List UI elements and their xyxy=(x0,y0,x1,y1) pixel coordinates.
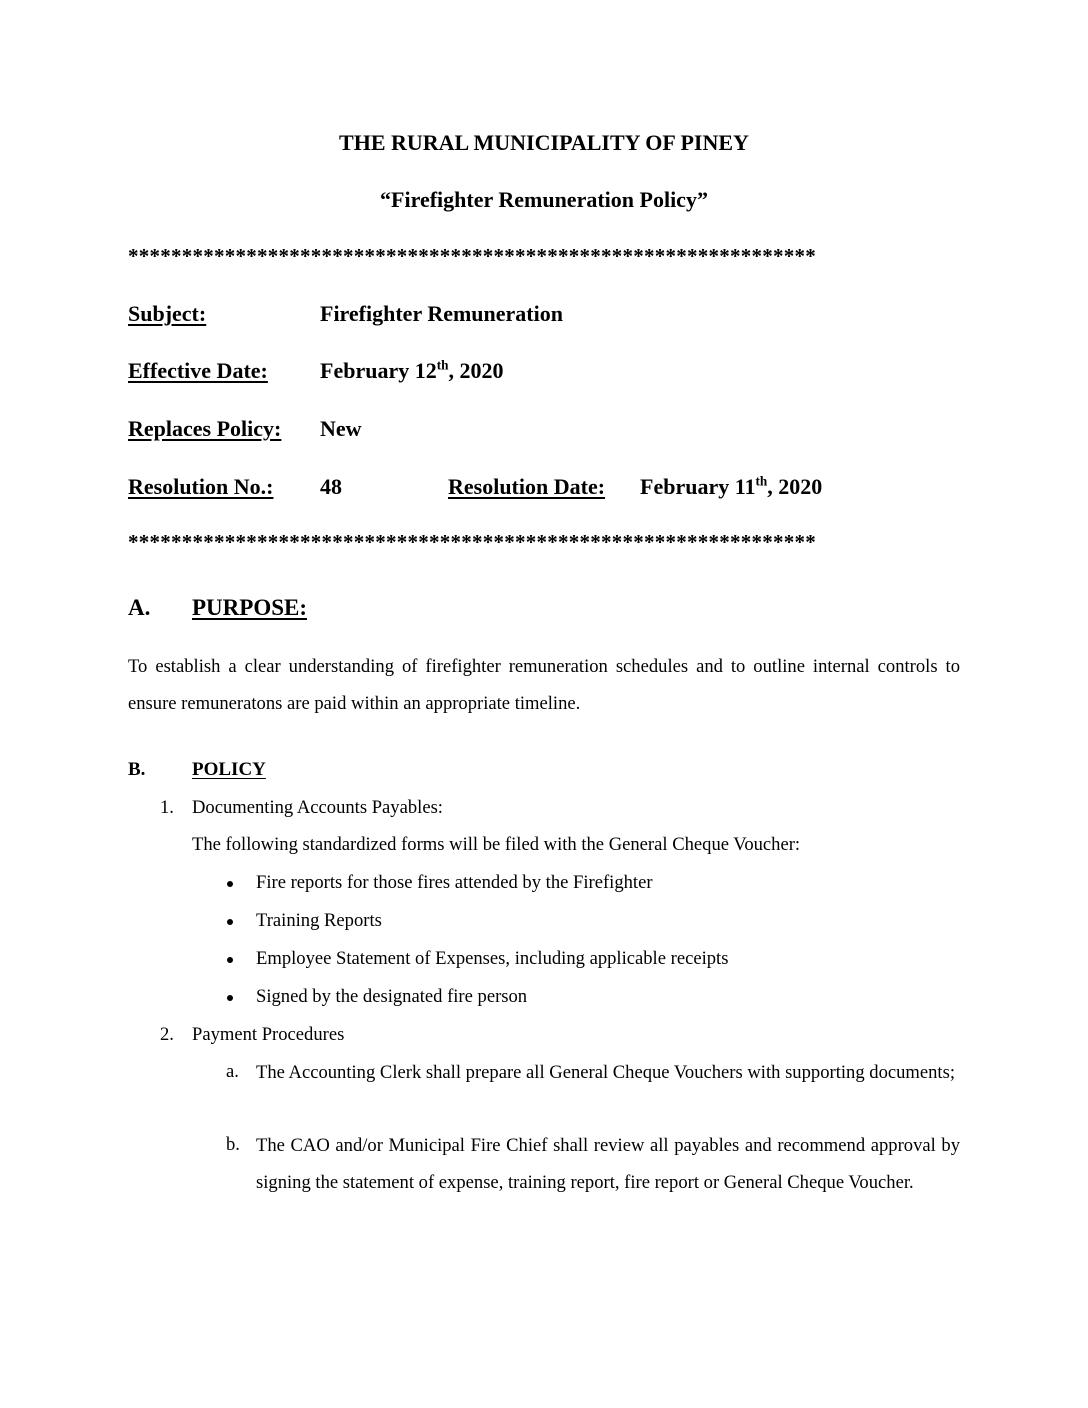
resolution-date-year: , 2020 xyxy=(767,474,823,499)
section-a-heading: PURPOSE: xyxy=(192,595,307,620)
divider-top: **************************************************************** xyxy=(128,244,816,268)
section-b-letter: B. xyxy=(128,759,146,780)
list-item: Fire reports for those fires attended by the Firefighter xyxy=(256,872,653,893)
policy-title: “Firefighter Remuneration Policy” xyxy=(380,187,708,212)
item-1-title: Documenting Accounts Payables: xyxy=(192,797,443,818)
item-2-number: 2. xyxy=(160,1024,174,1045)
item-2-title: Payment Procedures xyxy=(192,1024,345,1045)
section-b-heading: POLICY xyxy=(192,759,266,780)
subject-label: Subject: xyxy=(128,301,207,326)
subitem-a-text: The Accounting Clerk shall prepare all General Cheque Vouchers with supporting documents; xyxy=(256,1062,955,1083)
bullet-icon xyxy=(227,957,233,963)
effective-date-suffix: th xyxy=(436,357,449,373)
resolution-date-month: February 11 xyxy=(640,474,756,499)
purpose-text: To establish a clear understanding of firefighter remuneration schedules and to outline internal controls to ensure remuneratons are paid within an appropriate timeline. xyxy=(128,656,960,714)
resolution-date-value xyxy=(640,474,822,500)
subitem-a-letter: a. xyxy=(226,1061,239,1082)
item-1-intro: The following standardized forms will be filed with the General Cheque Voucher: xyxy=(192,834,801,855)
subject-value: Firefighter Remuneration xyxy=(320,301,563,326)
resolution-number-label: Resolution No.: xyxy=(128,474,274,499)
effective-date-label: Effective Date: xyxy=(128,358,268,383)
resolution-number-value: 48 xyxy=(320,474,342,499)
bullet-icon xyxy=(227,919,233,925)
list-item: Employee Statement of Expenses, including applicable receipts xyxy=(256,948,729,969)
bullet-icon xyxy=(227,995,233,1001)
effective-date-value xyxy=(320,358,503,384)
subitem-b-letter: b. xyxy=(226,1134,240,1155)
list-item: Training Reports xyxy=(256,910,382,931)
bullet-icon xyxy=(227,881,233,887)
section-a-letter: A. xyxy=(128,595,151,620)
item-1-number: 1. xyxy=(160,797,174,818)
effective-date-year: , 2020 xyxy=(448,358,504,383)
list-item: Signed by the designated fire person xyxy=(256,986,528,1007)
divider-bottom: **************************************************************** xyxy=(128,530,816,554)
replaces-policy-value: New xyxy=(320,416,362,441)
resolution-date-suffix: th xyxy=(755,473,768,489)
effective-date-month: February 12 xyxy=(320,358,437,383)
subitem-b-text: The CAO and/or Municipal Fire Chief shall review all payables and recommend approval by signing the statement of expense, training report, fire report or General Cheque Voucher. xyxy=(256,1135,960,1193)
document-title: THE RURAL MUNICIPALITY OF PINEY xyxy=(339,130,749,155)
resolution-date-label: Resolution Date: xyxy=(448,474,606,499)
replaces-policy-label: Replaces Policy: xyxy=(128,416,282,441)
